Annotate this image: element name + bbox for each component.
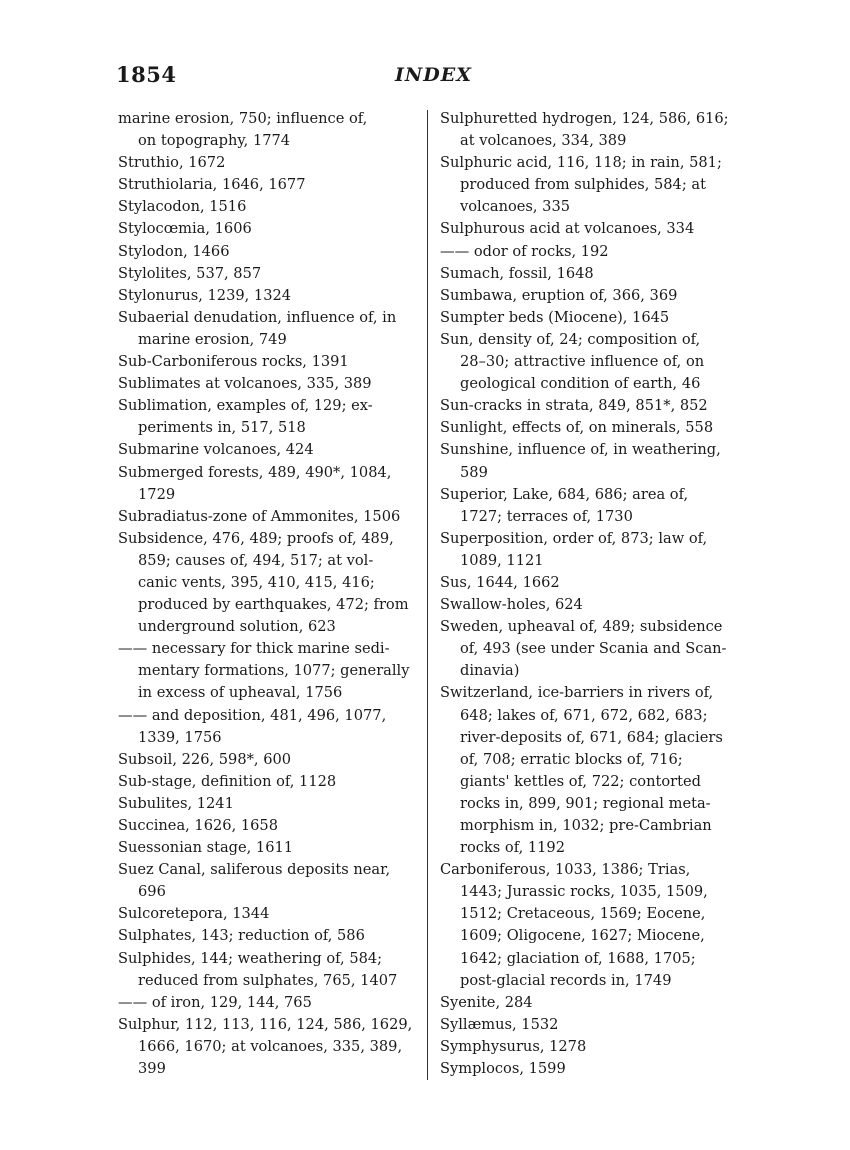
page-number: 1854 <box>116 62 177 87</box>
index-entry: Sulphur, 112, 113, 116, 124, 586, 1629, 1666, 1670; at volcanoes, 335, 389, 399 <box>118 1015 413 1078</box>
index-entry: Sun-cracks in strata, 849, 851*, 852 <box>440 397 708 415</box>
index-entry: Carboniferous, 1033, 1386; Trias, 1443; Jurassic rocks, 1035, 1509, 1512; Cretaceous, 1569; Eocene, 1609; Oligocene, 1627; Miocene, 1642; glaciation of, 1688, 1705; post-glacial records in, 1749 <box>440 861 708 989</box>
index-entry: Superior, Lake, 684, 686; area of, 1727; terraces of, 1730 <box>440 485 689 525</box>
index-entry: Sublimation, examples of, 129; ex- periments in, 517, 518 <box>118 397 373 437</box>
index-entry: Suessonian stage, 1611 <box>118 839 294 857</box>
index-entry: Subsoil, 226, 598*, 600 <box>118 750 292 768</box>
index-entry: Sub-stage, definition of, 1128 <box>118 772 337 790</box>
index-entry: Stylacodon, 1516 <box>118 198 247 216</box>
index-entry: Switzerland, ice-barriers in rivers of, 648; lakes of, 671, 672, 682, 683; river-deposits of, 671, 684; glaciers of, 708; erratic blocks of, 716; giants' kettles of, 722; contorted rocks in, 899, 901; regional meta- morphism in, 1032; pre-Cambrian rocks of, 1192 <box>440 684 723 857</box>
index-entry: marine erosion, 750; influence of, on topography, 1774 <box>118 110 368 150</box>
index-entry: Sunlight, effects of, on minerals, 558 <box>440 419 714 437</box>
index-entry: —— and deposition, 481, 496, 1077, 1339, 1756 <box>118 706 387 746</box>
column-divider <box>427 110 428 1080</box>
index-entry: Suez Canal, saliferous deposits near, 696 <box>118 861 391 901</box>
running-head: INDEX <box>395 64 472 86</box>
index-entry: Swallow-holes, 624 <box>440 596 583 614</box>
index-entry: Sumbawa, eruption of, 366, 369 <box>440 286 678 304</box>
index-entry: —— of iron, 129, 144, 765 <box>118 993 312 1011</box>
index-entry: Sun, density of, 24; composition of, 28–30; attractive influence of, on geological condition of earth, 46 <box>440 330 705 393</box>
index-entry: —— necessary for thick marine sedi- mentary formations, 1077; generally in excess of upheaval, 1756 <box>118 640 410 702</box>
index-entry: Subaerial denudation, influence of, in marine erosion, 749 <box>118 308 397 348</box>
index-entry: Subradiatus-zone of Ammonites, 1506 <box>118 507 401 525</box>
index-entry: Sublimates at volcanoes, 335, 389 <box>118 375 372 393</box>
index-entry: Succinea, 1626, 1658 <box>118 817 278 834</box>
index-entry: Sulcoretepora, 1344 <box>118 905 270 923</box>
index-entry: Submerged forests, 489, 490*, 1084, 1729 <box>118 463 392 503</box>
index-entry: Struthiolaria, 1646, 1677 <box>118 176 306 194</box>
index-entry: Sulphurous acid at volcanoes, 334 <box>440 220 695 238</box>
index-entry: Stylolites, 537, 857 <box>118 264 262 282</box>
index-entry: Sumpter beds (Miocene), 1645 <box>440 308 670 326</box>
index-entry: Sulphides, 144; weathering of, 584; reduced from sulphates, 765, 1407 <box>118 949 398 989</box>
index-entry: Sulphuric acid, 116, 118; in rain, 581; produced from sulphides, 584; at volcanoes, 335 <box>440 154 722 216</box>
index-entry: Syenite, 284 <box>440 993 533 1011</box>
index-column-right <box>440 108 736 1080</box>
index-entry: Sweden, upheaval of, 489; subsidence of, 493 (see under Scania and Scan- dinavia) <box>440 618 727 680</box>
index-entry: Superposition, order of, 873; law of, 1089, 1121 <box>440 529 708 569</box>
index-column-left <box>118 108 414 1080</box>
index-entry: Stylonurus, 1239, 1324 <box>118 286 292 304</box>
index-entry: Struthio, 1672 <box>118 154 226 172</box>
index-entry: Subulites, 1241 <box>118 794 234 812</box>
index-entry: Subsidence, 476, 489; proofs of, 489, 859; causes of, 494, 517; at vol- canic vents, 395, 410, 415, 416; produced by earthquakes, 472; from underground solution, 623 <box>118 529 409 636</box>
index-entry: Stylodon, 1466 <box>118 242 230 260</box>
index-entry: Sunshine, influence of, in weathering, 589 <box>440 441 721 481</box>
index-entry: Symphysurus, 1278 <box>440 1037 587 1055</box>
index-entry: Symplocos, 1599 <box>440 1060 566 1078</box>
index-entry: Sub-Carboniferous rocks, 1391 <box>118 353 349 371</box>
index-entry: Stylocœmia, 1606 <box>118 220 252 238</box>
index-entry: Sulphates, 143; reduction of, 586 <box>118 927 365 945</box>
index-entry: Syllæmus, 1532 <box>440 1015 559 1033</box>
index-entry: —— odor of rocks, 192 <box>440 242 609 260</box>
index-entry: Sulphuretted hydrogen, 124, 586, 616; at volcanoes, 334, 389 <box>440 110 729 150</box>
index-entry: Sus, 1644, 1662 <box>440 573 560 591</box>
index-entry: Submarine volcanoes, 424 <box>118 441 314 459</box>
index-entry: Sumach, fossil, 1648 <box>440 264 594 282</box>
